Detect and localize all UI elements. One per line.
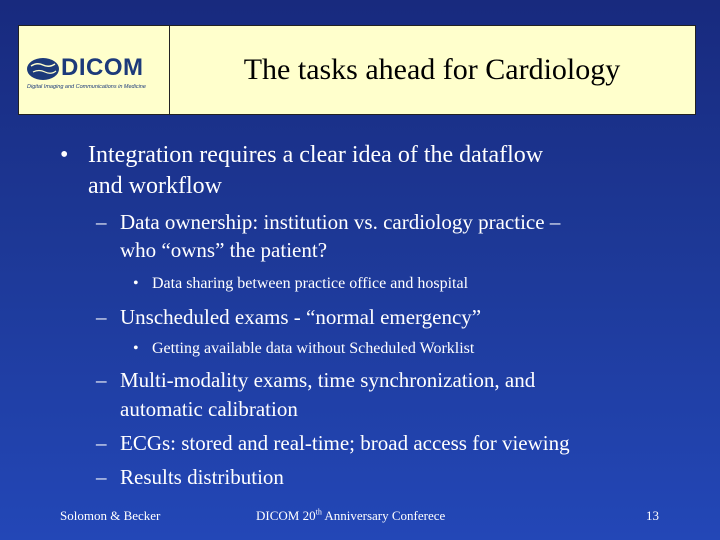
bullet-marker: • — [133, 340, 139, 357]
footer-conference-post: Anniversary Conferece — [321, 508, 446, 523]
bullet-marker: • — [133, 275, 139, 292]
bullet-text-line: Data ownership: institution vs. cardiology practice – — [120, 210, 561, 234]
page-number: 13 — [646, 508, 659, 523]
bullet-text-line: Integration requires a clear idea of the dataflow — [88, 142, 544, 168]
bullet-text-line: Unscheduled exams - “normal emergency” — [120, 305, 482, 329]
bullet-marker: – — [96, 305, 107, 329]
slide-title: The tasks ahead for Cardiology — [243, 53, 621, 86]
bullet-text-line: Results distribution — [120, 465, 284, 489]
bullet-text-line: who “owns” the patient? — [120, 238, 328, 262]
logo-subtitle: Digital Imaging and Communications in Medicine — [27, 84, 146, 90]
footer-conference-pre: DICOM 20 — [256, 508, 316, 523]
bullet-text-line: Multi-modality exams, time synchronization, and — [120, 368, 536, 392]
footer-conference — [256, 508, 445, 524]
bullet-text-line: Data sharing between practice office and hospital — [152, 275, 469, 292]
bullet-marker: – — [96, 431, 107, 455]
footer-conference-sup: th — [315, 507, 322, 517]
bullet-marker: – — [96, 210, 107, 234]
bullet-text-line: ECGs: stored and real-time; broad access for viewing — [120, 431, 570, 455]
bullet-text-line: and workflow — [88, 173, 222, 199]
bullet-marker: • — [60, 142, 69, 168]
footer-authors: Solomon & Becker — [60, 508, 161, 523]
bullet-text-line: automatic calibration — [120, 397, 298, 421]
bullet-marker: – — [96, 368, 107, 392]
bullet-marker: – — [96, 465, 107, 489]
logo-text: DICOM — [61, 54, 144, 81]
bullet-text-line: Getting available data without Scheduled Worklist — [152, 340, 475, 357]
